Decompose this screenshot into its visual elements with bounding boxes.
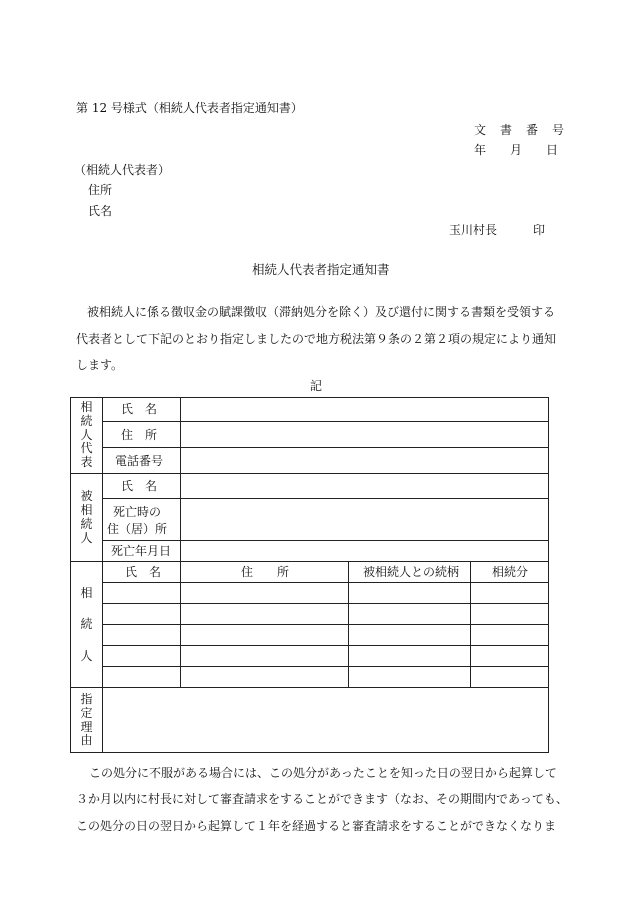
addressee-address-label: 住所 — [88, 183, 113, 197]
dec-address-field[interactable] — [181, 499, 549, 541]
addressee-role: （相続人代表者） — [74, 163, 171, 177]
heir-1-address[interactable] — [181, 583, 349, 604]
group-cell-representative — [70, 397, 103, 474]
heirs-col-share-cell — [471, 562, 549, 583]
heirs-col-relation: 被相続人との続柄 — [363, 565, 460, 579]
group-label-reason: 指 定 理 由 — [80, 691, 93, 748]
dec-address-label-1: 死亡時の — [113, 505, 162, 519]
group-cell-deceased — [70, 474, 103, 562]
rep-phone-label-cell — [103, 448, 181, 474]
heir-5-address[interactable] — [181, 667, 349, 688]
heir-4-share[interactable] — [471, 646, 549, 667]
group-cell-heirs — [70, 562, 103, 688]
heirs-col-address: 住 所 — [241, 565, 290, 579]
heirs-col-name-cell — [103, 562, 181, 583]
heirs-col-relation-cell — [349, 562, 471, 583]
ki-label: 記 — [310, 379, 323, 393]
rep-address-label-cell — [103, 422, 181, 448]
document-number-label: 文 書 番 号 — [474, 123, 566, 137]
designation-reason-field[interactable] — [103, 688, 549, 753]
date-label: 年 月 日 — [474, 143, 559, 157]
dec-address-label-2: 住（居）所 — [107, 522, 168, 536]
heirs-col-address-cell — [181, 562, 349, 583]
footer-line-2: ３か月以内に村長に対して審査請求をすることができます（なお、その期間内であっても、 — [76, 792, 568, 806]
dec-name-field[interactable] — [181, 474, 549, 499]
rep-name-label-cell — [103, 397, 181, 422]
rep-phone-label: 電話番号 — [115, 454, 164, 468]
seal-mark: 印 — [533, 223, 546, 237]
group-cell-reason — [70, 688, 103, 753]
rep-name-label: 氏 名 — [121, 402, 158, 416]
heirs-col-share: 相続分 — [492, 565, 529, 579]
group-label-representative: 相 続 人 代 表 — [80, 400, 93, 470]
heir-1-name[interactable] — [103, 583, 181, 604]
dec-address-label-cell — [103, 499, 181, 541]
footer-line-1: この処分に不服がある場合には、この処分があったことを知った日の翌日から起算して — [89, 766, 557, 780]
heir-5-relation[interactable] — [349, 667, 471, 688]
dec-date-field[interactable] — [181, 541, 549, 562]
group-label-deceased: 被 相 続 人 — [80, 489, 93, 545]
heir-2-name[interactable] — [103, 604, 181, 625]
heir-1-relation[interactable] — [349, 583, 471, 604]
group-label-heirs: 相 続 人 — [80, 586, 93, 663]
dec-date-label-cell — [103, 541, 181, 562]
rep-address-label: 住 所 — [121, 428, 158, 442]
heir-3-address[interactable] — [181, 625, 349, 646]
rep-phone-field[interactable] — [181, 448, 549, 474]
heir-3-name[interactable] — [103, 625, 181, 646]
form-number-title: 第 12 号様式（相続人代表者指定通知書） — [76, 101, 303, 115]
body-line-1: 被相続人に係る徴収金の賦課徴収（滞納処分を除く）及び還付に関する書類を受領する — [87, 305, 556, 319]
heir-5-share[interactable] — [471, 667, 549, 688]
heir-5-name[interactable] — [103, 667, 181, 688]
dec-name-label: 氏 名 — [121, 479, 158, 493]
heir-2-relation[interactable] — [349, 604, 471, 625]
heir-4-name[interactable] — [103, 646, 181, 667]
heir-1-share[interactable] — [471, 583, 549, 604]
addressee-name-label: 氏名 — [88, 204, 113, 218]
heir-4-address[interactable] — [181, 646, 349, 667]
heir-2-address[interactable] — [181, 604, 349, 625]
rep-name-field[interactable] — [181, 397, 549, 422]
heir-3-share[interactable] — [471, 625, 549, 646]
body-line-3: します。 — [76, 358, 124, 372]
heir-2-share[interactable] — [471, 604, 549, 625]
issuer-name: 玉川村長 — [449, 223, 498, 237]
heirs-col-name: 氏 名 — [125, 565, 162, 579]
designation-table — [70, 397, 549, 753]
heir-3-relation[interactable] — [349, 625, 471, 646]
document-title: 相続人代表者指定通知書 — [252, 262, 390, 277]
footer-line-3: この処分の日の翌日から起算して１年を経過すると審査請求をすることができなくなりま — [76, 819, 557, 833]
dec-date-label: 死亡年月日 — [111, 544, 172, 558]
dec-name-label-cell — [103, 474, 181, 499]
body-line-2: 代表者として下記のとおり指定しましたので地方税法第９条の２第２項の規定により通知 — [76, 332, 557, 346]
heir-4-relation[interactable] — [349, 646, 471, 667]
rep-address-field[interactable] — [181, 422, 549, 448]
